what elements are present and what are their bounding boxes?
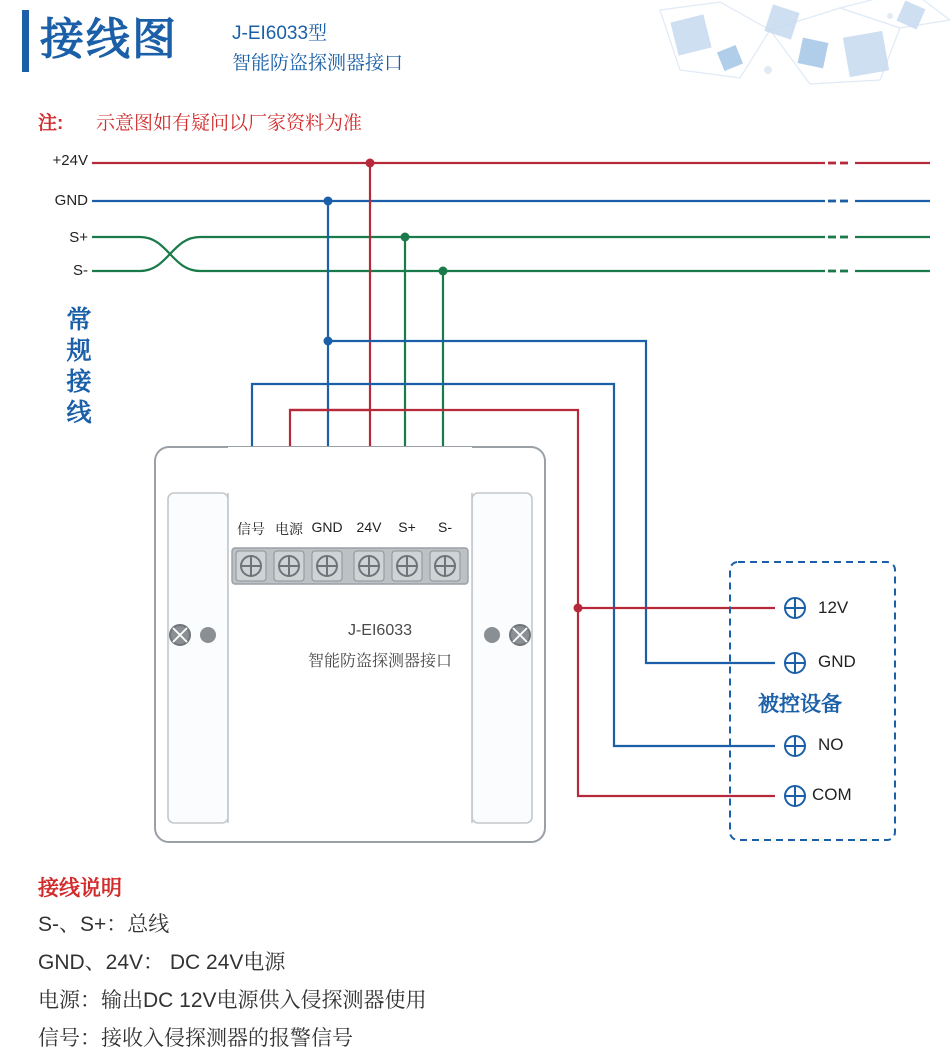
junction-gnd xyxy=(324,197,333,206)
page-title: 接线图 xyxy=(40,15,178,64)
junction-12v-com xyxy=(574,604,583,613)
controlled-terminal-12v: 12V xyxy=(818,598,849,617)
wire-com xyxy=(578,608,775,796)
terminal-label-splus: S+ xyxy=(398,519,416,535)
terminal-label-24v: 24V xyxy=(356,519,382,535)
conventional-wiring-label: 常规接线 xyxy=(66,306,92,427)
junction-splus xyxy=(401,233,410,242)
device-body xyxy=(155,447,545,842)
controlled-device-title: 被控设备 xyxy=(758,693,842,716)
bus-line-s-pair xyxy=(92,237,930,271)
terminal-label-power: 电源 xyxy=(275,521,303,537)
controlled-terminal-gnd: GND xyxy=(818,652,856,671)
device-name-label: 智能防盗探测器接口 xyxy=(307,653,452,670)
description-line-1: S-、S+：总线 xyxy=(38,913,170,936)
description-line-3: 电源：输出DC 12V电源供入侵探测器使用 xyxy=(38,989,427,1012)
note-label: 注: xyxy=(38,113,64,134)
controlled-terminal-com: COM xyxy=(812,785,852,804)
bus-label-sminus: S- xyxy=(73,262,88,279)
note-text: 示意图如有疑问以厂家资料为准 xyxy=(96,113,363,134)
terminal-label-gnd: GND xyxy=(311,519,343,535)
terminal-label-signal: 信号 xyxy=(237,521,265,537)
header-subtitle-name: 智能防盗探测器接口 xyxy=(232,53,404,74)
description-line-2: GND、24V： DC 24V电源 xyxy=(38,951,286,974)
terminal-label-sminus: S- xyxy=(438,519,452,535)
bus-label-gnd: GND xyxy=(54,192,88,209)
bus-label-splus: S+ xyxy=(69,229,88,246)
bus-label-24v: +24V xyxy=(52,152,88,169)
description-line-4: 信号：接收入侵探测器的报警信号 xyxy=(38,1027,353,1050)
junction-sminus xyxy=(439,267,448,276)
description-title: 接线说明 xyxy=(38,877,122,900)
device-model-label: J-EI6033 xyxy=(347,622,413,639)
header-subtitle-model: J-EI6033型 xyxy=(232,23,328,44)
junction-24v xyxy=(366,159,375,168)
controlled-terminal-no: NO xyxy=(818,735,844,754)
